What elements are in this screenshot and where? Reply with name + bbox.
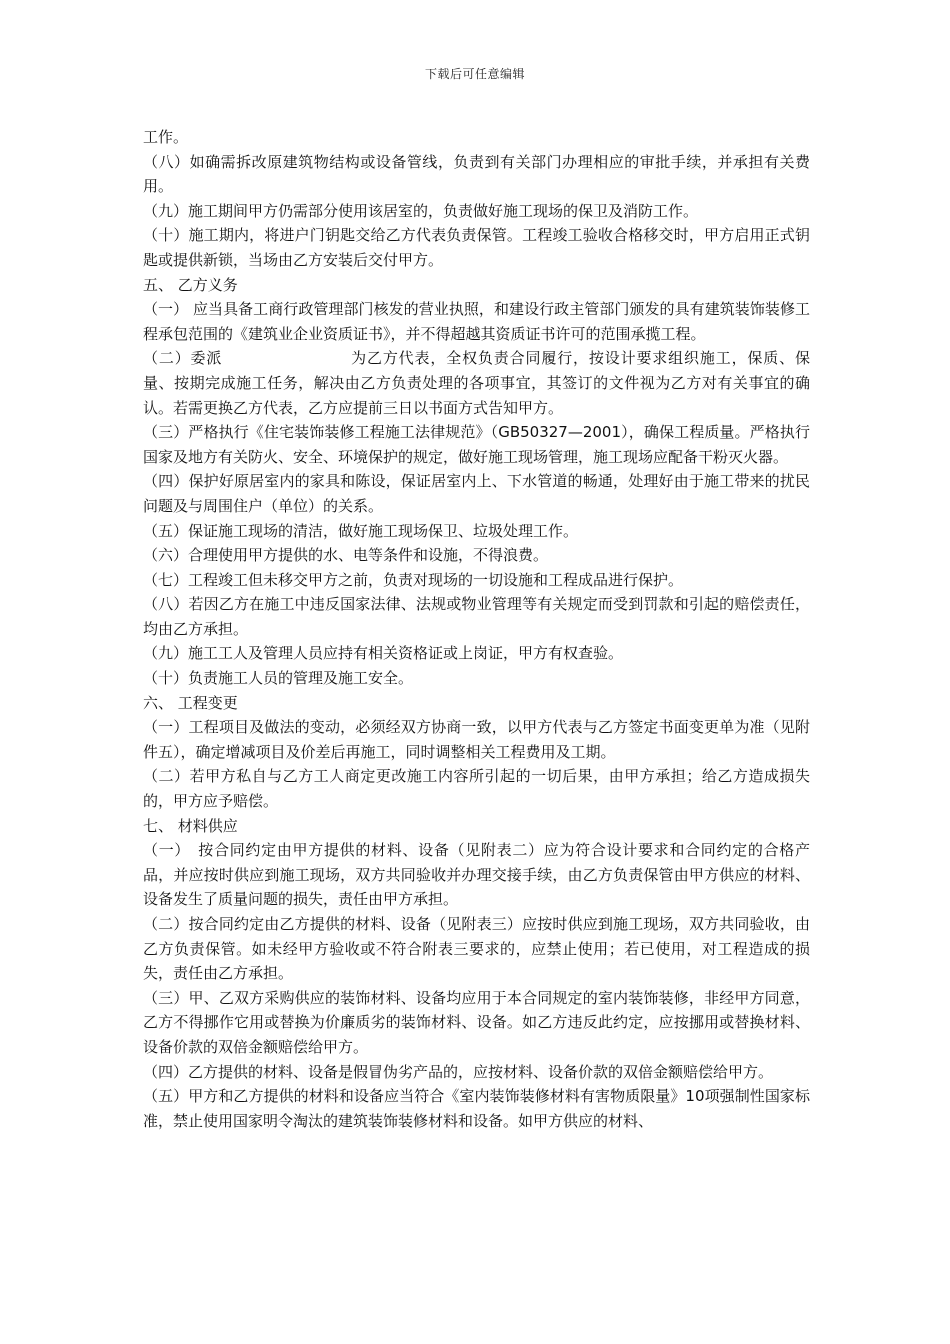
paragraph: （四）乙方提供的材料、设备是假冒伪劣产品的，应按材料、设备价款的双倍金额赔偿给甲方。 — [143, 1062, 774, 1081]
paragraph: （四）保护好原居室内的家具和陈设，保证居室内上、下水管道的畅通，处理好由于施工带来的扰民问题及与周围住户（单位）的关系。 — [143, 472, 810, 515]
paragraph: （八）若因乙方在施工中违反国家法律、法规或物业管理等有关规定而受到罚款和引起的赔偿责任，均由乙方承担。 — [143, 595, 810, 638]
paragraph: （二）若甲方私自与乙方工人商定更改施工内容所引起的一切后果，由甲方承担；给乙方造成损失的，甲方应予赔偿。 — [143, 767, 810, 811]
paragraph: （一） 应当具备工商行政管理部门核发的营业执照，和建设行政主管部门颁发的具有建筑装饰装修工程承包范围的《建筑业企业资质证书》，并不得超越其资质证书许可的范围承揽工程。 — [143, 300, 810, 343]
paragraph: （七）工程竣工但未移交甲方之前，负责对现场的一切设施和工程成品进行保护。 — [143, 570, 684, 589]
delegate-after: 为乙方代表，全权负责合同履行，按设计要求组织施工，保质、保量、按期完成施工任务，解决由乙方负责处理的各项事宜，其签订的文件视为乙方对有关事宜的确认。若需更换乙方代表，乙方应提前三日以书面方式告知甲方。 — [143, 349, 810, 417]
page-header-note: 下载后可任意编辑 — [424, 67, 525, 81]
paragraph: （一）工程项目及做法的变动，必须经双方协商一致，以甲方代表与乙方签定书面变更单为准（见附件五），确定增减项目及价差后再施工，同时调整相关工程费用及工期。 — [143, 718, 810, 761]
paragraph: （三）严格执行《住宅装饰装修工程施工法律规范》（GB50327—2001），确保工程质量。严格执行国家及地方有关防火、安全、环境保护的规定，做好施工现场管理，施工现场应配备干粉灭火器。 — [143, 423, 810, 466]
section-heading: 七、 材料供应 — [143, 816, 238, 835]
paragraph: （一） 按合同约定由甲方提供的材料、设备（见附表二）应为符合设计要求和合同约定的合格产品，并应按时供应到施工现场，双方共同验收并办理交接手续，由乙方负责保管由甲方供应的材料、设备发生了质量问题的损失，责任由甲方承担。 — [143, 841, 810, 909]
paragraph: （九）施工工人及管理人员应持有相关资格证或上岗证，甲方有权查验。 — [143, 644, 624, 663]
paragraph: （十）负责施工人员的管理及施工安全。 — [143, 669, 414, 688]
document-body — [143, 125, 810, 1133]
paragraph: （三）甲、乙双方采购供应的装饰材料、设备均应用于本合同规定的室内装饰装修，非经甲方同意，乙方不得挪作它用或替换为价廉质劣的装饰材料、设备。如乙方违反此约定，应按挪用或替换材料、设备价款的双倍金额赔偿给甲方。 — [143, 988, 810, 1056]
section-heading: 五、 乙方义务 — [143, 275, 238, 294]
delegate-before: （二）委派 — [143, 349, 223, 368]
section-heading: 六、 工程变更 — [143, 693, 238, 712]
paragraph: 工作。 — [143, 128, 189, 146]
paragraph: （五）保证施工现场的清洁，做好施工现场保卫、垃圾处理工作。 — [143, 521, 579, 540]
paragraph: （六）合理使用甲方提供的水、电等条件和设施，不得浪费。 — [143, 546, 549, 565]
paragraph: （二）按合同约定由乙方提供的材料、设备（见附表三）应按时供应到施工现场，双方共同验收，由乙方负责保管。如未经甲方验收或不符合附表三要求的，应禁止使用；若已使用，对工程造成的损失，责任由乙方承担。 — [143, 915, 810, 983]
paragraph: （九）施工期间甲方仍需部分使用该居室的，负责做好施工现场的保卫及消防工作。 — [143, 201, 699, 220]
paragraph: （五）甲方和乙方提供的材料和设备应当符合《室内装饰装修材料有害物质限量》10项强制性国家标准，禁止使用国家明令淘汰的建筑装饰装修材料和设备。如甲方供应的材料、 — [143, 1087, 810, 1130]
paragraph: （十）施工期内，将进户门钥匙交给乙方代表负责保管。工程竣工验收合格移交时，甲方启用正式钥匙或提供新锁，当场由乙方安装后交付甲方。 — [143, 226, 810, 269]
paragraph: （八）如确需拆改原建筑物结构或设备管线，负责到有关部门办理相应的审批手续，并承担有关费用。 — [143, 152, 810, 196]
paragraph-delegate — [143, 346, 810, 420]
